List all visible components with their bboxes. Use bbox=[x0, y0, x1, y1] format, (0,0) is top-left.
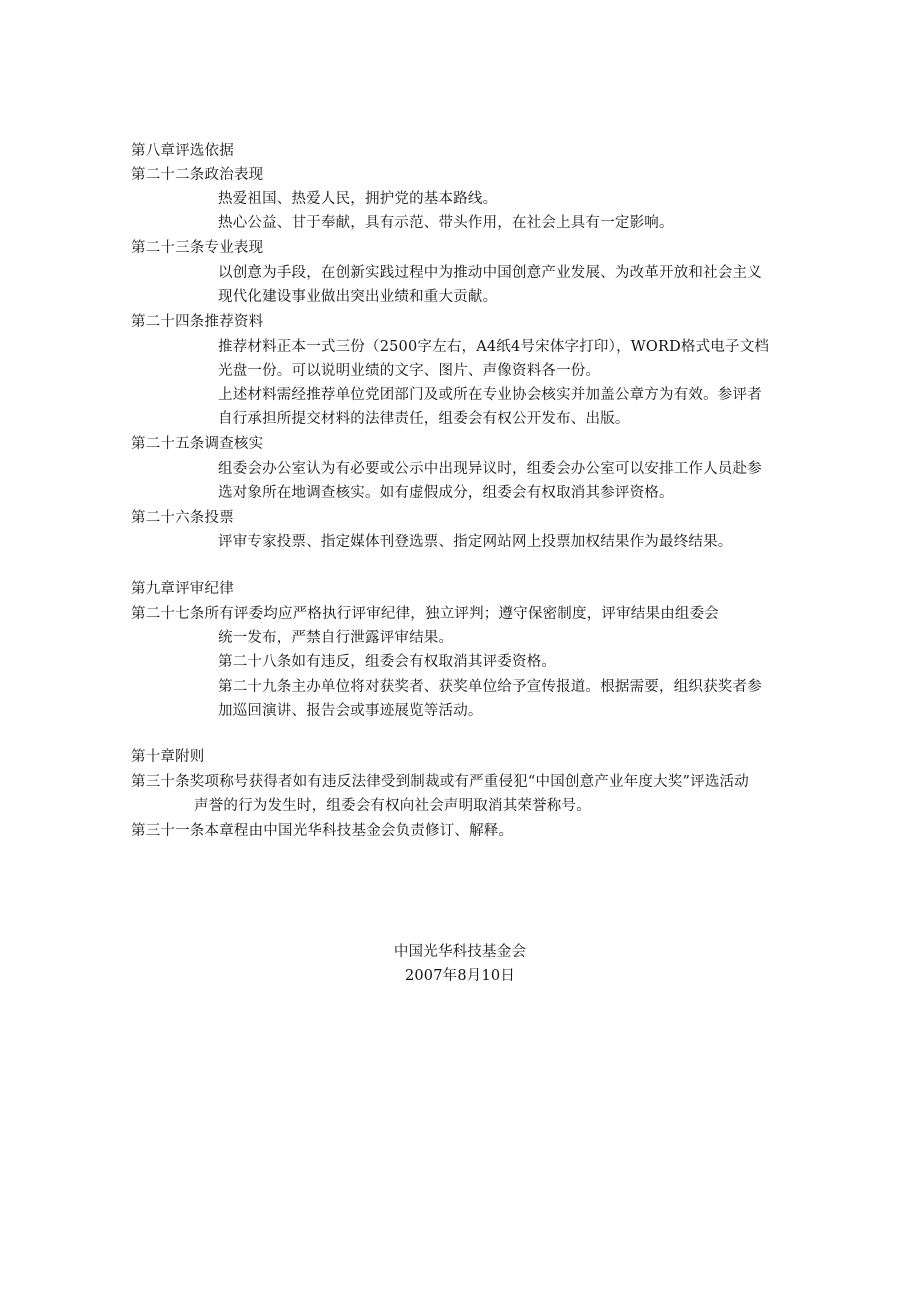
article-27-line: 第二十七条所有评委均应严格执行评审纪律，独立评判；遵守保密制度，评审结果由组委会 bbox=[131, 606, 719, 622]
article-23-line: 以创意为手段，在创新实践过程中为推动中国创意产业发展、为改革开放和社会主义 bbox=[218, 265, 762, 281]
article-28: 第二十八条如有违反，组委会有权取消其评委资格。 bbox=[218, 654, 557, 670]
article-24-heading: 第二十四条推荐资料 bbox=[131, 314, 264, 330]
article-23-line: 现代化建设事业做出突出业绩和重大贡献。 bbox=[218, 289, 498, 305]
article-23-heading: 第二十三条专业表现 bbox=[131, 240, 264, 256]
article-29-line: 第二十九条主办单位将对获奖者、获奖单位给予宣传报道。根据需要，组织获奖者参 bbox=[218, 679, 762, 695]
article-25-line: 选对象所在地调查核实。如有虚假成分，组委会有权取消其参评资格。 bbox=[218, 485, 674, 501]
article-24-line: 上述材料需经推荐单位党团部门及或所在专业协会核实并加盖公章方为有效。参评者 bbox=[218, 387, 762, 403]
article-25-line: 组委会办公室认为有必要或公示中出现异议时，组委会办公室可以安排工作人员赴参 bbox=[218, 461, 762, 477]
chapter-10-title: 第十章附则 bbox=[131, 749, 205, 765]
article-26-line: 评审专家投票、指定媒体刊登选票、指定网站网上投票加权结果作为最终结果。 bbox=[218, 534, 733, 550]
article-24-line: 光盘一份。可以说明业绩的文字、图片、声像资料各一份。 bbox=[218, 363, 601, 379]
chapter-8-title: 第八章评选依据 bbox=[131, 143, 234, 159]
article-27-line: 统一发布，严禁自行泄露评审结果。 bbox=[218, 630, 454, 646]
chapter-9-title: 第九章评审纪律 bbox=[131, 581, 234, 597]
signature-date: 2007年8月10日 bbox=[404, 968, 516, 984]
article-25-heading: 第二十五条调查核实 bbox=[131, 436, 264, 452]
article-31: 第三十一条本章程由中国光华科技基金会负责修订、解释。 bbox=[131, 823, 514, 839]
article-29-line: 加巡回演讲、报告会或事迹展览等活动。 bbox=[218, 703, 483, 719]
signature-organization: 中国光华科技基金会 bbox=[393, 944, 527, 960]
article-22-line: 热心公益、甘于奉献，具有示范、带头作用，在社会上具有一定影响。 bbox=[218, 215, 674, 231]
article-30-line: 第三十条奖项称号获得者如有违反法律受到制裁或有严重侵犯“中国创意产业年度大奖”评选活动 bbox=[131, 774, 749, 790]
article-24-line: 推荐材料正本一式三份（2500字左右，A4纸4号宋体字打印），WORD格式电子文档 bbox=[218, 339, 770, 355]
article-22-line: 热爱祖国、热爱人民，拥护党的基本路线。 bbox=[218, 191, 498, 207]
article-30-line: 声誉的行为发生时，组委会有权向社会声明取消其荣誉称号。 bbox=[194, 798, 591, 814]
article-22-heading: 第二十二条政治表现 bbox=[131, 167, 264, 183]
article-26-heading: 第二十六条投票 bbox=[131, 510, 234, 526]
article-24-line: 自行承担所提交材料的法律责任，组委会有权公开发布、出版。 bbox=[218, 411, 630, 427]
